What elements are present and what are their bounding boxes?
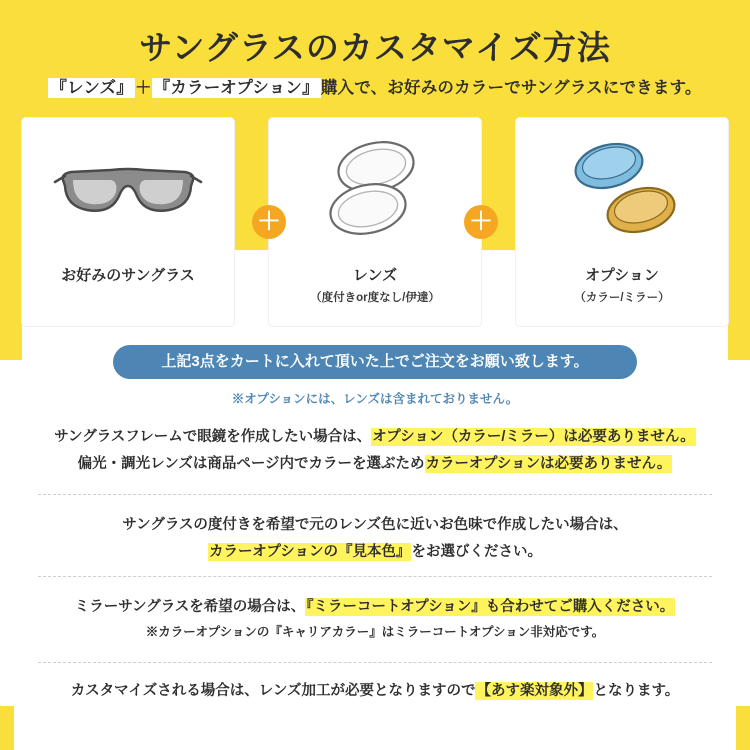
note-block-2 [0, 512, 750, 566]
sunglasses-icon [53, 152, 203, 232]
bottom-left-accent [0, 706, 14, 750]
note-2-line-1 [0, 512, 750, 539]
card-option [516, 118, 728, 326]
note-3-line-1 [0, 594, 750, 621]
subtitle-part-color-option: 『カラーオプション』 [153, 79, 319, 97]
card-sunglasses [22, 118, 234, 326]
note-2-line-2 [0, 539, 750, 566]
note-1-line-2 [0, 451, 750, 478]
order-instruction-note: ※オプションには、レンズは含まれておりません。 [231, 392, 519, 406]
card-option-sublabel: （カラー/ミラー） [574, 292, 670, 305]
plus-badge-1: ＋ [252, 205, 286, 239]
note-1-line-2-highlight: カラーオプションは必要ありません。 [425, 455, 672, 472]
option-art [516, 118, 728, 266]
card-option-label: オプション [585, 267, 659, 284]
lens-art [269, 118, 481, 266]
note-3-line-2: ※カラーオプションの『キャリアカラー』はミラーコートオプション非対応です。 [145, 624, 605, 639]
card-lens-label: レンズ [352, 267, 398, 284]
note-1-line-1-highlight: オプション（カラー/ミラー）は必要ありません。 [372, 429, 695, 445]
note-1-line-1-plain: サングラスフレームで眼鏡を作成したい場合は、 [54, 429, 372, 445]
subtitle-part-lens: 『レンズ』 [50, 79, 133, 97]
note-1-line-2-plain: 偏光・調光レンズは商品ページ内でカラーを選ぶため [77, 455, 425, 472]
note-block-4 [0, 678, 750, 705]
note-3-line-1-highlight: 『ミラーコートオプション』も合わせてご購入ください。 [306, 599, 675, 615]
note-4-line-1-tail: となります。 [593, 683, 680, 699]
divider-2 [38, 576, 712, 577]
divider-3 [38, 662, 712, 663]
note-1-line-1 [0, 424, 750, 451]
divider-1 [38, 494, 712, 495]
card-lens [269, 118, 481, 326]
note-block-1 [0, 424, 750, 478]
plus-badge-2: ＋ [464, 205, 498, 239]
note-4-line-1-highlight: 【あす楽対象外】 [476, 683, 593, 699]
order-instruction-banner: 上記3点をカートに入れて頂いた上でご注文をお願い致します。 [113, 345, 637, 379]
card-sunglasses-label: お好みのサングラス [61, 267, 195, 284]
sunglasses-art [22, 118, 234, 266]
bottom-right-accent [736, 706, 750, 750]
subtitle-part-plus: ＋ [134, 79, 152, 97]
color-option-icon [557, 132, 687, 252]
card-lens-sublabel: （度付きor度なし/伊達） [310, 292, 440, 305]
note-2-line-1-plain: サングラスの度付きを希望で元のレンズ色に近いお色味で作成したい場合は、 [122, 517, 628, 533]
subtitle-part-tail: 購入で、お好みのカラーでサングラスにできます。 [320, 79, 702, 97]
page-title: サングラスのカスタマイズ方法 [139, 29, 611, 66]
page-subtitle [0, 74, 750, 98]
note-3-line-1-plain: ミラーサングラスを希望の場合は、 [74, 599, 306, 615]
note-4-line-1 [0, 678, 750, 705]
note-2-line-2-plain: をお選びください。 [411, 543, 542, 560]
product-card-row [22, 118, 728, 326]
lens-pair-icon [310, 137, 440, 247]
note-2-line-2-highlight: カラーオプションの『見本色』 [209, 543, 411, 560]
note-4-line-1-plain: カスタマイズされる場合は、レンズ加工が必要となりますので [70, 683, 476, 699]
note-block-3 [0, 594, 750, 644]
